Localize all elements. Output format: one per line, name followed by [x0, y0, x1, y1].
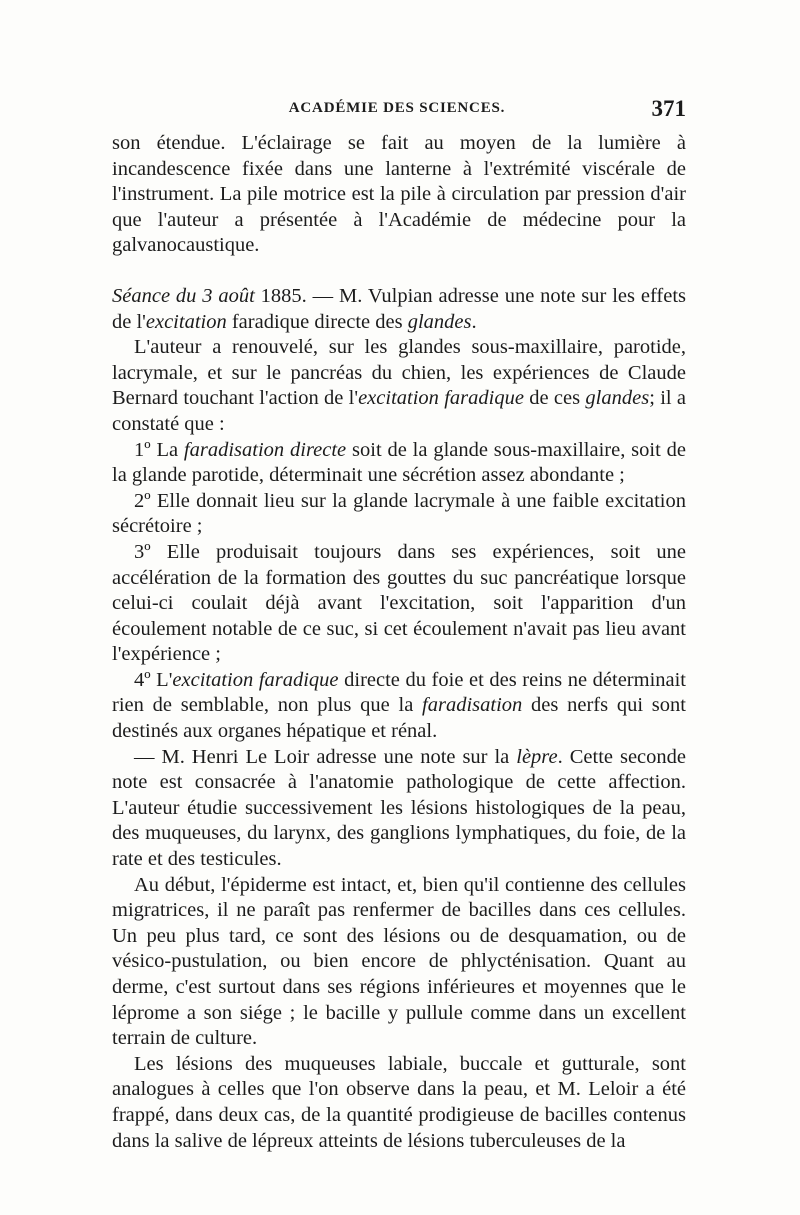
paragraph-continuation: [112, 131, 686, 259]
text-run: — M. Henri Le Loir adresse une note sur la: [134, 745, 517, 768]
text-run: directe du foie et des reins ne déterminait rien de semblable, non plus que la: [112, 668, 687, 717]
text-run: 2º Elle donnait lieu sur la glande lacrymale à une faible excitation sécrétoire ;: [112, 489, 686, 538]
paragraph-seance: [112, 284, 686, 335]
text-run: de ces: [523, 387, 586, 410]
text-run-italic: Séance du 3 août: [112, 284, 255, 307]
text-run-italic: faradisation directe: [183, 438, 347, 461]
paragraph-auteur: [112, 335, 686, 437]
text-run-italic: excitation faradique: [172, 668, 339, 691]
text-run: Au début, l'épiderme est intact, et, bien qu'il contienne des cellules migratrices, il ne paraît pas renfermer de bacilles dans ces cellules. Un peu plus tard, ce sont des lésions ou de desquamation, ou de vésico-pustulation, ou bien encore de phlycténisation. Quant au derme, c'est surtout dans ses régions inférieures et moyennes que le léprome a son siége ; le bacille y pullule comme dans un excellent terrain de culture.: [112, 873, 686, 1050]
paragraph-item-1: [112, 438, 686, 489]
text-run: des nerfs qui sont destinés aux organes hépatique et rénal.: [112, 694, 686, 743]
paragraph-item-4: [112, 668, 686, 745]
text-run: 1885. — M. Vulpian adresse une note sur les effets de l': [112, 284, 686, 333]
paragraph-item-2: [112, 489, 686, 540]
text-run: ; il a constaté que :: [112, 387, 686, 435]
text-run: L'auteur a renouvelé, sur les glandes sous-maxillaire, parotide, lacrymale, et sur le pancréas du chien, les expériences de Claude Bernard touchant l'action de l': [112, 336, 686, 410]
running-title: ACADÉMIE DES SCIENCES.: [288, 100, 506, 116]
text-run: 4º L': [134, 668, 173, 691]
text-run: soit de la glande sous-maxillaire, soit de la glande parotide, déterminait une sécrétion assez abondante ;: [112, 438, 686, 487]
text-run-italic: glandes: [585, 387, 650, 410]
paragraph-muqueuses: [112, 1052, 686, 1154]
text-run: 1º La: [134, 438, 184, 461]
text-run-italic: lèpre: [516, 745, 558, 768]
text-run: 3º Elle produisait toujours dans ses expériences, soit une accélération de la formation des gouttes du suc pancréatique lorsque celui-ci coulait déjà avant l'excitation, soit l'apparition d'un écoulement notable de ce suc, si cet écoulement n'avait pas lieu avant l'expérience ;: [112, 540, 686, 666]
paragraph-debut: [112, 873, 686, 1052]
text-run: Les lésions des muqueuses labiale, buccale et gutturale, sont analogues à celles que l'on observe dans la peau, et M. Leloir a été frappé, dans deux cas, de la quantité prodigieuse de bacilles contenus dans la salive de lépreux atteints de lésions tuberculeuses de la: [112, 1052, 686, 1152]
running-head: [108, 96, 686, 126]
page-number: 371: [651, 96, 686, 121]
text-run-italic: faradisation: [422, 694, 523, 717]
text-run: son étendue. L'éclairage se fait au moyen de la lumière à incandescence fixée dans une lanterne à l'extrémité viscérale de l'instrument. La pile motrice est la pile à circulation par pression d'air que l'auteur a présentée à l'Académie de médecine pour la galvanocaustique.: [112, 132, 686, 257]
text-run: faradique directe des: [226, 310, 408, 333]
text-run-italic: excitation: [145, 310, 227, 333]
text-run-italic: glandes: [407, 310, 472, 333]
paragraph-leloir: [112, 745, 686, 873]
text-run: . Cette seconde note est consacrée à l'anatomie pathologique de cette affection. L'auteur étudie successivement les lésions histologiques de la peau, des muqueuses, du larynx, des ganglions lymphatiques, du foie, de la rate et des testicules.: [112, 745, 687, 871]
paragraph-item-3: [112, 540, 686, 668]
text-run: .: [471, 310, 477, 333]
body-text: [112, 131, 686, 1154]
text-run-italic: excitation faradique: [358, 387, 524, 410]
